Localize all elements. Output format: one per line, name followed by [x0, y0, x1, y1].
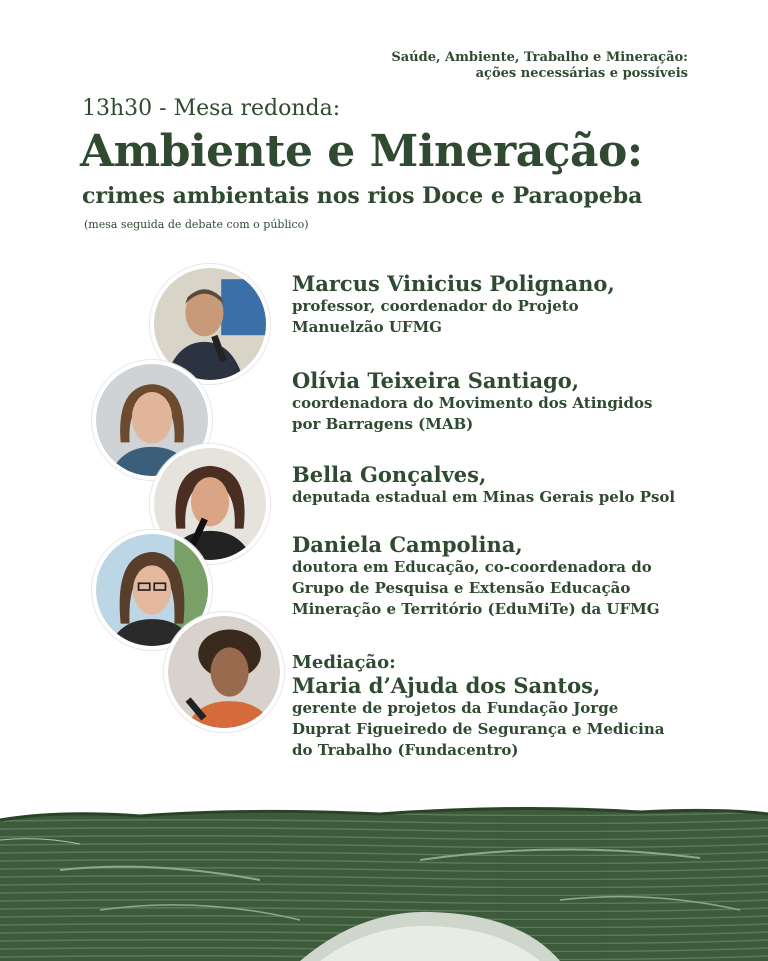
speaker-3: [292, 462, 675, 508]
mediator-role-line: gerente de projetos da Fundação Jorge: [292, 699, 619, 717]
speaker-2: [292, 368, 652, 435]
speaker-4: [292, 532, 660, 620]
session-time-title: 13h30 - Mesa redonda:: [82, 96, 341, 121]
mediator-name: Maria d’Ajuda dos Santos,: [292, 673, 601, 698]
speaker-role-line: doutora em Educação, co-coordenadora do: [292, 558, 652, 576]
speaker-name: Olívia Teixeira Santiago,: [292, 368, 580, 393]
mediator-photo: [164, 612, 284, 732]
speaker-role-line: por Barragens (MAB): [292, 415, 474, 433]
event-name: [391, 50, 688, 82]
mediator-role-line: do Trabalho (Fundacentro): [292, 741, 519, 759]
speaker-role-line: professor, coordenador do Projeto: [292, 297, 579, 315]
speaker-role-line: deputada estadual em Minas Gerais pelo Psol: [292, 488, 676, 506]
portrait-image: [168, 616, 280, 728]
event-name-line-1: Saúde, Ambiente, Trabalho e Mineração:: [391, 50, 688, 65]
speaker-role-line: Grupo de Pesquisa e Extensão Educação: [292, 579, 631, 597]
mediation: [292, 653, 665, 761]
speaker-role-line: coordenadora do Movimento dos Atingidos: [292, 394, 653, 412]
mediation-label: Mediação:: [292, 652, 396, 673]
mining-landscape-image: [0, 800, 768, 961]
page-subtitle: crimes ambientais nos rios Doce e Paraopeba: [82, 183, 643, 209]
page-title: Ambiente e Mineração:: [80, 126, 643, 177]
debate-note: (mesa seguida de debate com o público): [84, 218, 309, 231]
speaker-role-line: Mineração e Território (EduMiTe) da UFMG: [292, 600, 660, 618]
mediator-role-line: Duprat Figueiredo de Segurança e Medicina: [292, 720, 665, 738]
event-name-line-2: ações necessárias e possíveis: [475, 66, 688, 81]
speaker-role-line: Manuelzão UFMG: [292, 318, 442, 336]
speaker-name: Daniela Campolina,: [292, 532, 523, 557]
speaker-name: Bella Gonçalves,: [292, 462, 487, 487]
speaker-1: [292, 271, 615, 338]
speaker-name: Marcus Vinicius Polignano,: [292, 271, 615, 296]
